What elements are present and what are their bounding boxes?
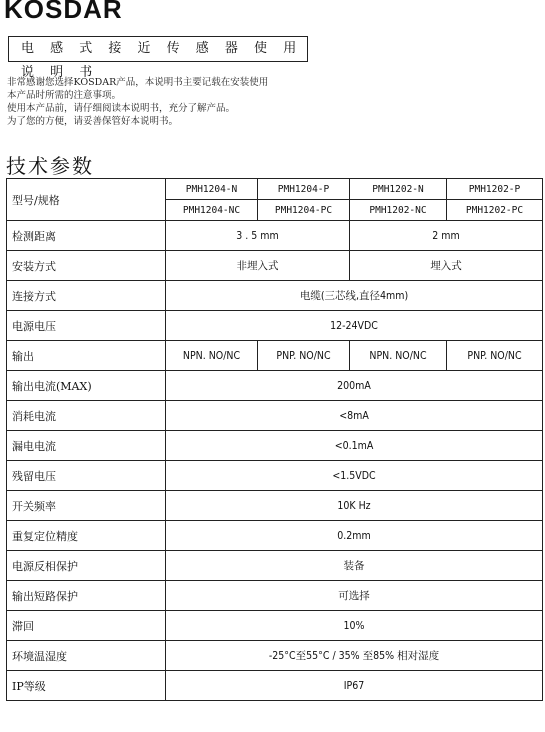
model-cell: PMH1204-N (166, 179, 258, 200)
table-row (7, 551, 543, 581)
model-cell: PMH1204-P (258, 179, 350, 200)
row-label: 电源电压 (7, 311, 166, 341)
row-value: <8mA (166, 401, 543, 431)
row-label: 电源反相保护 (7, 551, 166, 581)
row-value: -25°C至55°C / 35% 至85% 相对湿度 (166, 641, 543, 671)
table-row (7, 371, 543, 401)
intro-line: 非常感谢您选择KOSDAR产品，本说明书主要记载在安装使用 (7, 77, 269, 88)
output-value: PNP. NO/NC (258, 341, 350, 371)
row-label: 连接方式 (7, 281, 166, 311)
brand-logo: KOSDAR (4, 0, 123, 24)
row-label: 漏电电流 (7, 431, 166, 461)
model-cell: PMH1202-N (350, 179, 447, 200)
connection-value: 电缆(三芯线,直径4mm) (166, 281, 543, 311)
row-label: 滞回 (7, 611, 166, 641)
table-row (7, 611, 543, 641)
intro-line: 本产品时所需的注意事项。 (7, 90, 122, 101)
row-label: 开关频率 (7, 491, 166, 521)
table-row (7, 521, 543, 551)
row-label: 安装方式 (7, 251, 166, 281)
table-row (7, 491, 543, 521)
table-row (7, 221, 543, 251)
row-label: 输出短路保护 (7, 581, 166, 611)
table-row (7, 251, 543, 281)
table-row (7, 431, 543, 461)
table-row (7, 671, 543, 701)
distance-value: 3 . 5 mm (166, 221, 350, 251)
row-label: 重复定位精度 (7, 521, 166, 551)
table-row (7, 341, 543, 371)
distance-value: 2 mm (350, 221, 543, 251)
row-value: <1.5VDC (166, 461, 543, 491)
mounting-value: 埋入式 (350, 251, 543, 281)
row-value: IP67 (166, 671, 543, 701)
row-value: 可选择 (166, 581, 543, 611)
model-cell: PMH1202-P (447, 179, 543, 200)
row-label: 输出电流(MAX) (7, 371, 166, 401)
table-row (7, 281, 543, 311)
table-row (7, 311, 543, 341)
row-value: 200mA (166, 371, 543, 401)
model-cell: PMH1204-NC (166, 200, 258, 221)
row-label: 残留电压 (7, 461, 166, 491)
row-label: 检测距离 (7, 221, 166, 251)
intro-line: 为了您的方便，请妥善保管好本说明书。 (7, 116, 179, 127)
table-row (7, 581, 543, 611)
table-row (7, 641, 543, 671)
mounting-value: 非埋入式 (166, 251, 350, 281)
section-title: 技术参数 (6, 154, 94, 178)
row-value: <0.1mA (166, 431, 543, 461)
row-label: 环境温湿度 (7, 641, 166, 671)
table-row (7, 461, 543, 491)
model-cell: PMH1204-PC (258, 200, 350, 221)
output-value: NPN. NO/NC (350, 341, 447, 371)
row-value: 0.2mm (166, 521, 543, 551)
model-cell: PMH1202-NC (350, 200, 447, 221)
output-value: NPN. NO/NC (166, 341, 258, 371)
row-label: 消耗电流 (7, 401, 166, 431)
intro-line: 使用本产品前，请仔细阅读本说明书，充分了解产品。 (7, 103, 236, 114)
spec-table (6, 178, 543, 701)
document-title: 电 感 式 接 近 传 感 器 使 用 说 明 书 (8, 36, 308, 62)
row-value: 10K Hz (166, 491, 543, 521)
model-cell: PMH1202-PC (447, 200, 543, 221)
row-value: 装备 (166, 551, 543, 581)
row-label: IP等级 (7, 671, 166, 701)
output-value: PNP. NO/NC (447, 341, 543, 371)
voltage-value: 12-24VDC (166, 311, 543, 341)
table-row (7, 179, 543, 200)
table-row (7, 401, 543, 431)
row-value: 10% (166, 611, 543, 641)
intro-text (7, 76, 337, 128)
model-label: 型号/规格 (7, 179, 166, 221)
row-label: 输出 (7, 341, 166, 371)
